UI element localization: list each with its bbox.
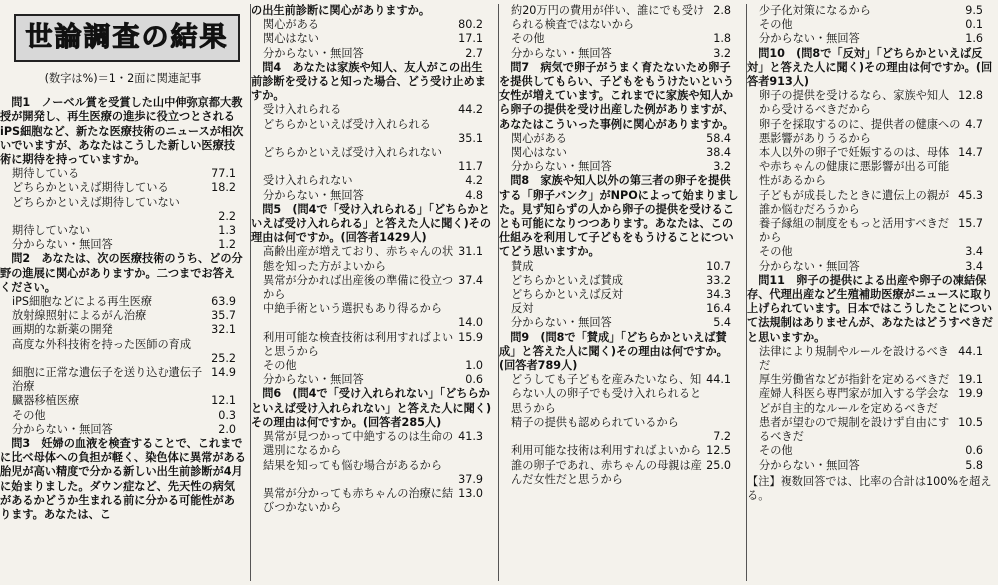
answer-row: [0, 181, 246, 195]
answer-label: 卵子を採取するのに、提供者の健康への悪影響がありうるから: [759, 117, 961, 145]
answer-label: 分からない・無回答: [263, 46, 364, 60]
answer-row: [251, 118, 493, 146]
answer-label: 少子化対策になるから: [759, 4, 871, 17]
answer-percent: 12.8: [958, 89, 983, 103]
question-text: 問8 家族や知人以外の第三者の卵子を提供する「卵子バンク」がNPOによって始まりました。見ず知らずの人から卵子の提供を受けることも可能になりつつあります。あなたは、この仕組みを利用して子どもをもうけることについてどう思いますか。: [499, 174, 739, 259]
answer-label: 厚生労働省などが指針を定めるべきだ: [759, 373, 950, 387]
answer-label: 分からない・無回答: [511, 46, 612, 60]
answer-percent: 25.2: [211, 351, 236, 365]
answer-row: [499, 373, 741, 416]
answer-row: [0, 409, 246, 423]
answer-label: 分からない・無回答: [263, 188, 364, 202]
answer-label: 細胞に正常な遺伝子を送り込む遺伝子治療: [12, 366, 203, 394]
answer-percent: 3.2: [713, 46, 731, 60]
answer-label: どちらかといえば受け入れられない: [263, 146, 443, 160]
answer-percent: 16.4: [706, 302, 731, 316]
answer-row: [251, 302, 493, 330]
answer-label: 利用可能な技術は利用すればよいから: [511, 444, 702, 458]
answer-percent: 1.0: [465, 359, 483, 373]
answer-label: どちらかといえば期待している: [12, 181, 169, 195]
answer-label: 分からない・無回答: [759, 259, 860, 273]
answer-percent: 80.2: [458, 18, 483, 32]
answer-row: [747, 32, 993, 46]
question-text: 問2 あなたは、次の医療技術のうち、どの分野の進展に関心がありますか。二つまでお答えください。: [0, 252, 243, 294]
answer-percent: 44.1: [706, 373, 731, 387]
question-text: の出生前診断に関心がありますか。: [251, 4, 431, 17]
answer-percent: 0.6: [465, 373, 483, 387]
answer-percent: 5.8: [965, 458, 983, 472]
answer-row: [499, 32, 741, 46]
answer-row: [0, 366, 246, 394]
answer-label: どうしても子どもを産みたいなら、知らない人の卵子でも受け入れられると思うから: [511, 373, 702, 415]
answer-percent: 18.2: [211, 181, 236, 195]
answer-label: その他: [263, 359, 297, 373]
answer-percent: 0.1: [965, 18, 983, 32]
answer-label: 法律により規制やルールを設けるべきだ: [759, 344, 949, 373]
answer-row: [747, 217, 993, 245]
answer-percent: 3.2: [713, 160, 731, 174]
answer-percent: 12.1: [211, 394, 236, 408]
answer-label: どちらかといえば賛成: [511, 273, 623, 287]
answer-percent: 14.7: [958, 146, 983, 160]
answer-row: [499, 288, 741, 302]
answer-label: 受け入れられない: [263, 174, 353, 188]
answer-row: [251, 103, 493, 117]
answer-percent: 2.8: [713, 4, 731, 17]
answer-percent: 13.0: [458, 486, 483, 500]
answer-label: 分からない・無回答: [12, 422, 113, 436]
answer-percent: 1.3: [218, 224, 236, 238]
question-text: 問10 (問8で「反対」「どちらかといえば反対」と答えた人に聞く)その理由は何ですか。(回答者913人): [747, 46, 993, 89]
answer-row: [0, 323, 246, 337]
answer-label: その他: [12, 408, 46, 422]
answer-label: 本人以外の卵子で妊娠するのは、母体や赤ちゃんの健康に悪影響が出る可能性があるから: [759, 146, 950, 188]
answer-label: どちらかといえば受け入れられる: [263, 117, 431, 131]
column-3: [498, 4, 741, 581]
answer-row: [499, 459, 741, 487]
answer-percent: 3.4: [965, 259, 983, 273]
answer-row: [747, 245, 993, 259]
answer-percent: 4.8: [465, 188, 483, 202]
answer-percent: 41.3: [458, 430, 483, 444]
answer-row: [747, 260, 993, 274]
answer-label: 期待している: [12, 167, 80, 181]
answer-percent: 31.1: [458, 245, 483, 259]
page-title: 世論調査の結果: [14, 14, 240, 62]
answer-row: [251, 430, 493, 458]
answer-row: [251, 373, 493, 387]
answer-percent: 10.7: [706, 259, 731, 273]
answer-label: 精子の提供も認められているから: [511, 415, 679, 429]
answer-label: 卵子の提供を受けるなら、家族や知人から受けるべきだから: [759, 89, 950, 117]
answer-percent: 10.5: [958, 415, 983, 429]
answer-row: [747, 189, 993, 217]
answer-row: [0, 224, 246, 238]
answer-percent: 35.7: [211, 309, 236, 323]
answer-percent: 11.7: [458, 160, 483, 174]
answer-percent: 12.5: [706, 444, 731, 458]
answer-percent: 32.1: [211, 323, 236, 337]
answer-row: [251, 32, 493, 46]
answer-label: 利用可能な検査技術は利用すればよいと思うから: [263, 330, 454, 358]
answer-percent: 77.1: [211, 167, 236, 181]
answer-label: 患者が望むので規制を設けず自由にするべきだ: [759, 415, 950, 444]
answer-label: 分からない・無回答: [511, 160, 612, 174]
answer-row: [251, 245, 493, 273]
question-text: 問1 ノーベル賞を受賞した山中伸弥京都大教授が開発し、再生医療の進歩に役立つとされるiPS細胞など、新たな医療技術のニュースが相次いでいますが、あなたはこうした新しい医療技術に期待を持っていますか。: [0, 96, 244, 167]
answer-percent: 38.4: [706, 146, 731, 160]
answer-row: [499, 132, 741, 146]
answer-row: [499, 274, 741, 288]
question-text: 問3 妊婦の血液を検査することで、これまでに比べ母体への負担が軽く、染色体に異常がある胎児が高い精度で分かる新しい出生前診断が4月に始まりました。ダウン症など、先天性の病気があるかどうか生まれる前に分かる可能性があります。あなたは、こ: [0, 437, 246, 522]
answer-row: [499, 416, 741, 444]
answer-row: [747, 4, 993, 18]
answer-percent: 44.2: [458, 103, 483, 117]
answer-label: iPS細胞などによる再生医療: [12, 295, 153, 309]
answer-label: 期待していない: [12, 224, 91, 238]
question-text: 問6 (問4で「受け入れられない」「どちらかといえば受け入れられない」と答えた人に聞く)その理由は何ですか。(回答者285人): [251, 387, 492, 429]
answer-label: 分からない・無回答: [511, 316, 612, 330]
answer-row: [747, 416, 993, 444]
answer-label: 子どもが成長したときに遺伝上の親が誰か悩むだろうから: [759, 188, 950, 216]
answer-row: [251, 274, 493, 302]
answer-percent: 7.2: [713, 430, 731, 444]
answer-row: [0, 295, 246, 309]
column-2: [250, 4, 493, 581]
column-4: [746, 4, 993, 581]
answer-percent: 19.1: [958, 373, 983, 387]
answer-row: [747, 118, 993, 146]
answer-label: 養子縁組の制度をもっと活用すべきだから: [759, 217, 949, 245]
answer-row: [747, 459, 993, 473]
answer-row: [499, 316, 741, 330]
answer-row: [251, 146, 493, 174]
answer-row: [499, 160, 741, 174]
question-text: 問11 卵子の提供による出産や卵子の凍結保存、代理出産など生殖補助医療がニュースに取り上げられています。日本ではこうしたことについて法規制はありませんが、あなたはどうすべきだと思いますか。: [747, 273, 993, 344]
answer-percent: 2.7: [465, 46, 483, 60]
answer-percent: 19.9: [958, 387, 983, 401]
answer-label: どちらかといえば反対: [511, 288, 623, 302]
answer-percent: 37.9: [458, 472, 483, 486]
answer-label: 放射線照射によるがん治療: [12, 309, 147, 323]
answer-label: 誰の卵子であれ、赤ちゃんの母親は産んだ女性だと思うから: [511, 458, 702, 486]
answer-label: 異常が分かれば出産後の準備に役立つから: [263, 273, 454, 302]
question-text: 問4 あなたは家族や知人、友人がこの出生前診断を受けると知った場合、どう受け止めますか。: [251, 60, 486, 103]
answer-label: どちらかといえば期待していない: [12, 195, 180, 209]
answer-percent: 0.6: [965, 444, 983, 458]
answer-label: 関心がある: [263, 18, 319, 32]
answer-row: [0, 167, 246, 181]
answer-percent: 37.4: [458, 273, 483, 287]
answer-row: [747, 146, 993, 189]
answer-row: [0, 196, 246, 224]
answer-row: [747, 345, 993, 373]
answer-percent: 0.3: [218, 408, 236, 422]
answer-label: 分からない・無回答: [263, 373, 364, 387]
answer-percent: 3.4: [965, 245, 983, 259]
answer-label: 関心がある: [511, 131, 567, 145]
answer-percent: 4.7: [965, 117, 983, 131]
answer-percent: 15.9: [458, 330, 483, 344]
answer-percent: 34.3: [706, 288, 731, 302]
answer-percent: 63.9: [211, 295, 236, 309]
answer-label: 約20万円の費用が伴い、誰にでも受けられる検査ではないから: [511, 4, 705, 32]
answer-row: [747, 387, 993, 415]
answer-row: [0, 338, 246, 366]
answer-percent: 1.6: [965, 32, 983, 46]
answer-row: [0, 238, 246, 252]
answer-label: その他: [759, 444, 793, 458]
answer-label: 異常が分かっても赤ちゃんの治療に結びつかないから: [263, 486, 454, 515]
answer-label: 受け入れられる: [263, 103, 342, 117]
answer-percent: 15.7: [958, 217, 983, 231]
answer-percent: 1.2: [218, 238, 236, 252]
answer-label: 分からない・無回答: [759, 458, 860, 472]
answer-row: [747, 444, 993, 458]
answer-row: [251, 459, 493, 487]
answer-percent: 9.5: [965, 4, 983, 17]
answer-label: 関心はない: [263, 32, 319, 46]
answer-percent: 2.2: [218, 209, 236, 223]
answer-label: 画期的な新薬の開発: [12, 323, 113, 337]
answer-percent: 1.8: [713, 32, 731, 46]
answer-label: 分からない・無回答: [12, 238, 113, 252]
units-note: (数字は%)＝1・2面に関連記事: [44, 72, 202, 85]
answer-row: [499, 302, 741, 316]
answer-percent: 2.0: [218, 422, 236, 436]
answer-row: [251, 189, 493, 203]
answer-label: 異常が見つかって中絶するのは生命の選別になるから: [263, 430, 454, 458]
answer-percent: 25.0: [706, 458, 731, 472]
answer-label: 関心はない: [511, 146, 567, 160]
answer-row: [499, 260, 741, 274]
answer-percent: 17.1: [458, 32, 483, 46]
answer-row: [747, 89, 993, 117]
question-text: 問7 病気で卵子がうまく育たないため卵子を提供してもらい、子どもをもうけたいという女性が増えています。これまでに家族や知人から卵子の提供を受け出産した例がありますが、あなたはこういった事例に関心がありますか。: [499, 60, 734, 131]
answer-percent: 44.1: [958, 344, 983, 358]
answer-percent: 35.1: [458, 131, 483, 145]
answer-row: [0, 309, 246, 323]
answer-label: その他: [759, 245, 793, 259]
question-text: 問5 (問4で「受け入れられる」「どちらかといえば受け入れられる」と答えた人に聞く)その理由は何ですか。(回答者1429人): [251, 202, 492, 245]
answer-row: [251, 359, 493, 373]
answer-row: [499, 444, 741, 458]
answer-row: [251, 331, 493, 359]
answer-label: 産婦人科医ら専門家が加入する学会などが自主的なルールを定めるべきだ: [759, 387, 950, 415]
answer-row: [251, 174, 493, 188]
answer-row: [251, 18, 493, 32]
answer-label: 高度な外科技術を持った医師の育成: [12, 337, 192, 351]
column-1: [0, 4, 246, 581]
answer-row: [0, 423, 246, 437]
answer-percent: 58.4: [706, 131, 731, 145]
answer-percent: 45.3: [958, 188, 983, 202]
answer-label: 賛成: [511, 259, 534, 273]
answer-label: 結果を知っても悩む場合があるから: [263, 458, 443, 472]
answer-row: [499, 4, 741, 32]
answer-label: 臓器移植医療: [12, 394, 80, 408]
answer-label: 反対: [511, 302, 534, 316]
answer-row: [747, 373, 993, 387]
answer-row: [747, 18, 993, 32]
answer-row: [251, 487, 493, 515]
answer-percent: 33.2: [706, 273, 731, 287]
answer-percent: 5.4: [713, 316, 731, 330]
answer-percent: 4.2: [465, 174, 483, 188]
answer-label: 中絶手術という選択もあり得るから: [263, 302, 443, 316]
answer-label: 分からない・無回答: [759, 32, 860, 46]
answer-row: [0, 394, 246, 408]
answer-label: 高齢出産が増えており、赤ちゃんの状態を知った方がよいから: [263, 245, 454, 273]
answer-label: その他: [511, 32, 545, 46]
answer-row: [499, 146, 741, 160]
answer-row: [251, 47, 493, 61]
answer-row: [499, 47, 741, 61]
answer-percent: 14.0: [458, 316, 483, 330]
question-text: 問9 (問8で「賛成」「どちらかといえば賛成」と答えた人に聞く)その理由は何ですか。(回答者789人): [499, 330, 728, 373]
answer-percent: 14.9: [211, 366, 236, 380]
footnote: 【注】複数回答では、比率の合計は100%を超える。: [747, 474, 992, 502]
answer-label: その他: [759, 18, 793, 32]
